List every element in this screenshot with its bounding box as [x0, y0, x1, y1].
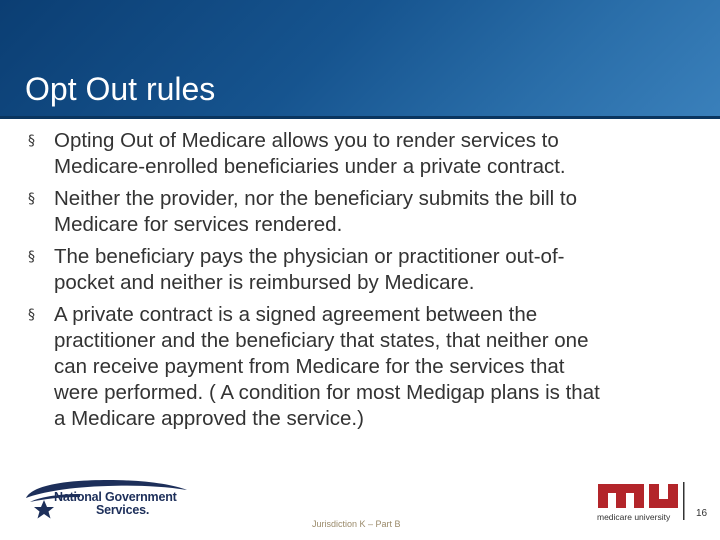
bullet-marker-icon: §	[28, 191, 35, 207]
bullet-item	[28, 244, 708, 296]
page-number: 16	[696, 508, 708, 519]
bullet-marker-icon: §	[28, 249, 35, 265]
bullet-line: Opting Out of Medicare allows you to render services to	[54, 129, 559, 152]
title-divider	[0, 116, 720, 119]
bullet-list	[28, 128, 708, 438]
slide-title: Opt Out rules	[25, 71, 216, 107]
bullet-item	[28, 302, 708, 432]
bullet-line: pocket and neither is reimbursed by Medicare.	[54, 271, 475, 294]
mu-logo-caption: medicare university	[597, 512, 671, 522]
ngs-logo-line2: Services.	[96, 503, 150, 517]
bullet-line: a Medicare approved the service.)	[54, 407, 364, 430]
bullet-line: Neither the provider, nor the beneficiary submits the bill to	[54, 187, 578, 210]
bullet-marker-icon: §	[28, 307, 35, 323]
ngs-logo-text	[54, 491, 177, 517]
ngs-logo-line1: National Government	[54, 490, 177, 504]
bullet-line: Medicare for services rendered.	[54, 213, 343, 236]
bullet-line: A private contract is a signed agreement between the	[54, 303, 538, 326]
bullet-item	[28, 186, 708, 238]
jurisdiction-label: Jurisdiction K – Part B	[312, 519, 401, 529]
bullet-line: The beneficiary pays the physician or practitioner out-of-	[54, 245, 565, 268]
bullet-marker-icon: §	[28, 133, 35, 149]
bullet-line: can receive payment from Medicare for the services that	[54, 355, 565, 378]
bullet-line: Medicare-enrolled beneficiaries under a private contract.	[54, 155, 566, 178]
bullet-line: were performed. ( A condition for most Medigap plans is that	[54, 381, 600, 404]
bullet-line: practitioner and the beneficiary that states, that neither one	[54, 329, 589, 352]
bullet-item	[28, 128, 708, 180]
